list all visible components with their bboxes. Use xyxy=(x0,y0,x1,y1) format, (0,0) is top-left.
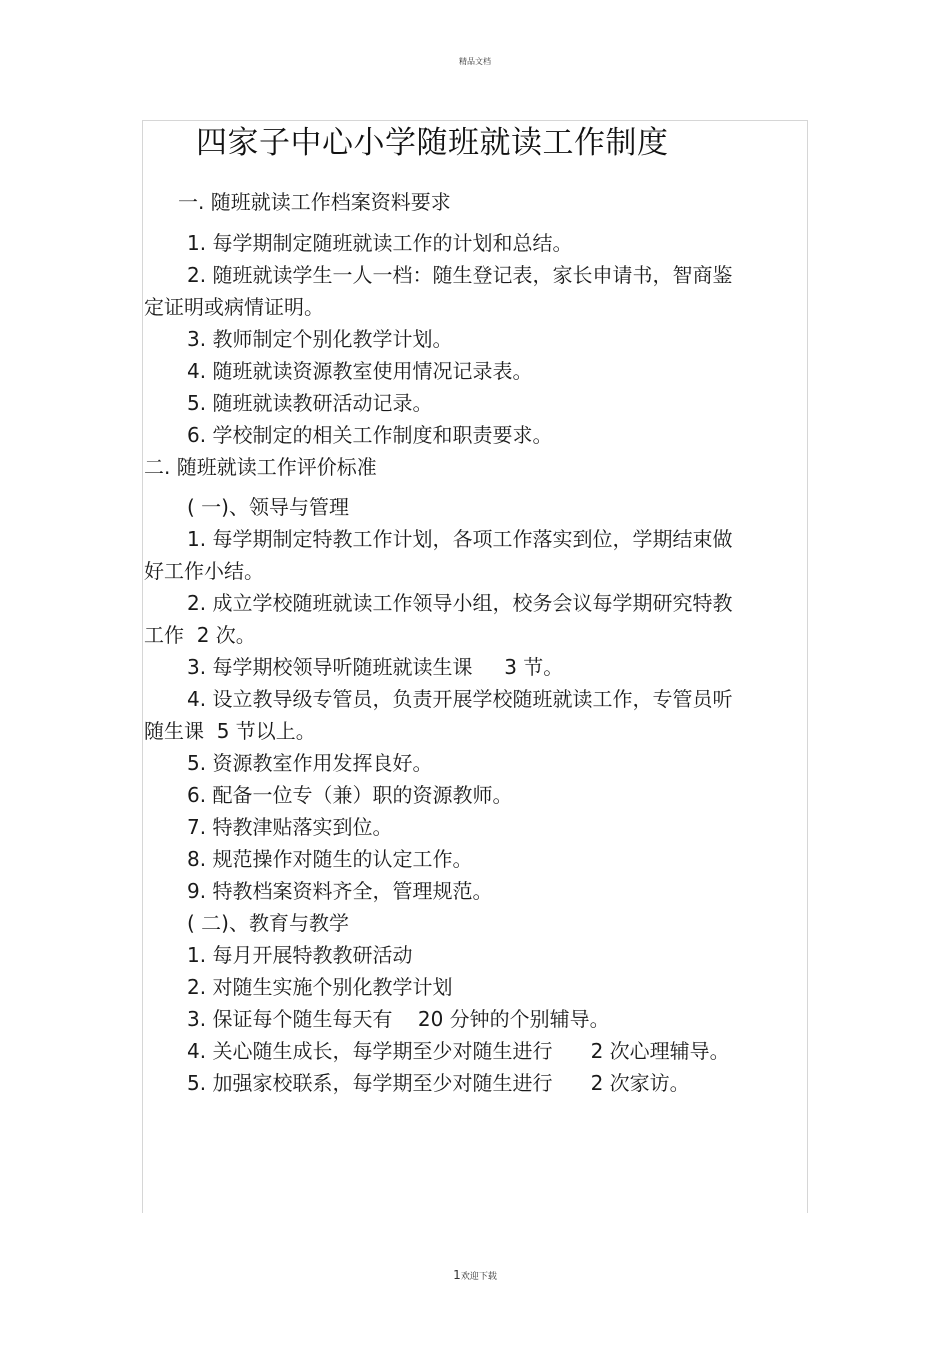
list-item: 8. 规范操作对随生的认定工作。 xyxy=(187,847,473,871)
list-item: 5. 资源教室作用发挥良好。 xyxy=(187,751,433,775)
document-title: 四家子中心小学随班就读工作制度 xyxy=(196,125,669,161)
list-item: 6. 学校制定的相关工作制度和职责要求。 xyxy=(187,423,553,447)
list-item: 4. 关心随生成长，每学期至少对随生进行 2 次心理辅导。 xyxy=(187,1039,730,1063)
section-heading-2: 二. 随班就读工作评价标准 xyxy=(144,455,377,479)
list-item: 1. 每学期制定特教工作计划，各项工作落实到位，学期结束做 xyxy=(187,527,733,551)
list-item: 2. 成立学校随班就读工作领导小组，校务会议每学期研究特教 xyxy=(187,591,733,615)
list-item: 1. 每月开展特教教研活动 xyxy=(187,943,413,967)
list-item: 9. 特教档案资料齐全，管理规范。 xyxy=(187,879,493,903)
subsection-heading-2: ( 二)、教育与教学 xyxy=(187,911,349,935)
list-item: 3. 每学期校领导听随班就读生课 3 节。 xyxy=(187,655,564,679)
list-item-continuation: 随生课 5 节以上。 xyxy=(144,719,316,743)
page-number: 1 xyxy=(453,1268,461,1282)
list-item: 6. 配备一位专（兼）职的资源教师。 xyxy=(187,783,513,807)
page-footer xyxy=(0,1268,950,1282)
subsection-heading-1: ( 一)、领导与管理 xyxy=(187,495,349,519)
list-item: 5. 随班就读教研活动记录。 xyxy=(187,391,433,415)
footer-text: 欢迎下载 xyxy=(460,1272,497,1282)
list-item-continuation: 工作 2 次。 xyxy=(144,623,256,647)
list-item: 4. 设立教导级专管员，负责开展学校随班就读工作，专管员听 xyxy=(187,687,733,711)
list-item: 7. 特教津贴落实到位。 xyxy=(187,815,393,839)
list-item: 2. 随班就读学生一人一档：随生登记表，家长申请书，智商鉴 xyxy=(187,263,733,287)
list-item: 4. 随班就读资源教室使用情况记录表。 xyxy=(187,359,533,383)
list-item: 1. 每学期制定随班就读工作的计划和总结。 xyxy=(187,231,573,255)
header-note: 精品文档 xyxy=(459,57,491,66)
list-item: 3. 保证每个随生每天有 20 分钟的个别辅导。 xyxy=(187,1007,610,1031)
list-item: 2. 对随生实施个别化教学计划 xyxy=(187,975,453,999)
list-item-continuation: 定证明或病情证明。 xyxy=(144,295,324,319)
list-item: 3. 教师制定个别化教学计划。 xyxy=(187,327,453,351)
list-item-continuation: 好工作小结。 xyxy=(144,559,264,583)
list-item: 5. 加强家校联系，每学期至少对随生进行 2 次家访。 xyxy=(187,1071,690,1095)
section-heading-1: 一. 随班就读工作档案资料要求 xyxy=(178,190,451,214)
